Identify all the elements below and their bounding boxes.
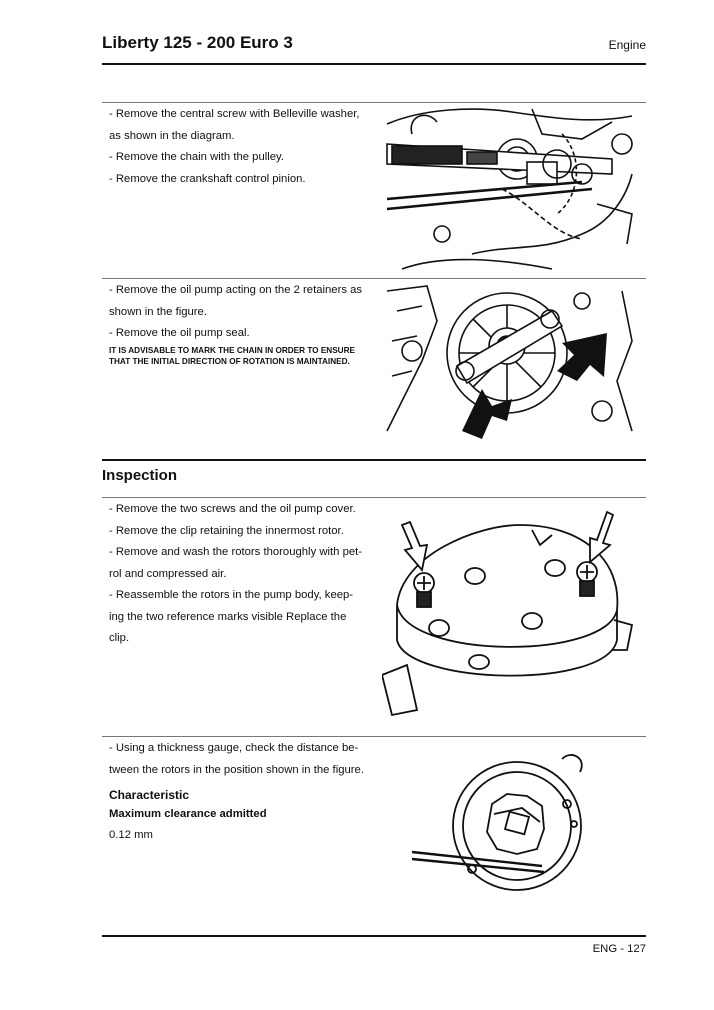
step-line: - Remove the clip retaining the innermost rotor. (109, 524, 344, 537)
step-line: - Remove the central screw with Belleville washer, (109, 108, 360, 120)
thickness-gauge-figure (412, 744, 612, 894)
pump-cover-figure (382, 500, 640, 720)
step-text-block (109, 280, 375, 345)
step-line: - Remove the chain with the pulley. (109, 151, 284, 163)
step-line: clip. (109, 632, 130, 644)
header-section: Engine (608, 38, 646, 52)
step-line: - Remove the two screws and the oil pump cover. (109, 503, 356, 515)
step-line: - Remove the oil pump acting on the 2 retainers as (109, 284, 363, 296)
oil-pump-figure (382, 281, 640, 441)
header-rule (102, 63, 646, 65)
inspection-title: Inspection (102, 467, 178, 484)
chain-pulley-figure (382, 104, 640, 274)
step-text-block (109, 499, 375, 650)
step-line: - Using a thickness gauge, check the distance be- (109, 742, 359, 754)
step-text-block (109, 738, 375, 781)
step-line: - Remove and wash the rotors thoroughly with pet- (109, 546, 363, 558)
step-line: ing the two reference marks visible Replace the (109, 610, 347, 623)
step-line: - Reassemble the rotors in the pump body, keep- (109, 589, 354, 601)
step-line: rol and compressed air. (109, 567, 227, 580)
block-rule (102, 278, 646, 279)
section-rule (102, 459, 646, 461)
block-rule (102, 736, 646, 737)
characteristic-label: Maximum clearance admitted (109, 808, 267, 820)
footer-rule (102, 935, 646, 937)
page-number: ENG - 127 (592, 943, 646, 955)
warning-note: IT IS ADVISABLE TO MARK THE CHAIN IN ORDER TO ENSURE THAT THE INITIAL DIRECTION OF ROTATION IS MAINTAINED. (109, 346, 355, 366)
step-line: - Remove the crankshaft control pinion. (109, 172, 306, 185)
header-title: Liberty 125 - 200 Euro 3 (102, 33, 293, 52)
section-rule (102, 497, 646, 498)
characteristic-value: 0.12 mm (109, 829, 153, 841)
step-line: shown in the figure. (109, 305, 207, 318)
block-rule (102, 102, 646, 103)
step-line: as shown in the diagram. (109, 129, 235, 142)
step-line: - Remove the oil pump seal. (109, 327, 250, 339)
step-line: tween the rotors in the position shown in the figure. (109, 763, 364, 776)
characteristic-title: Characteristic (109, 788, 190, 802)
step-text-block (109, 104, 375, 190)
